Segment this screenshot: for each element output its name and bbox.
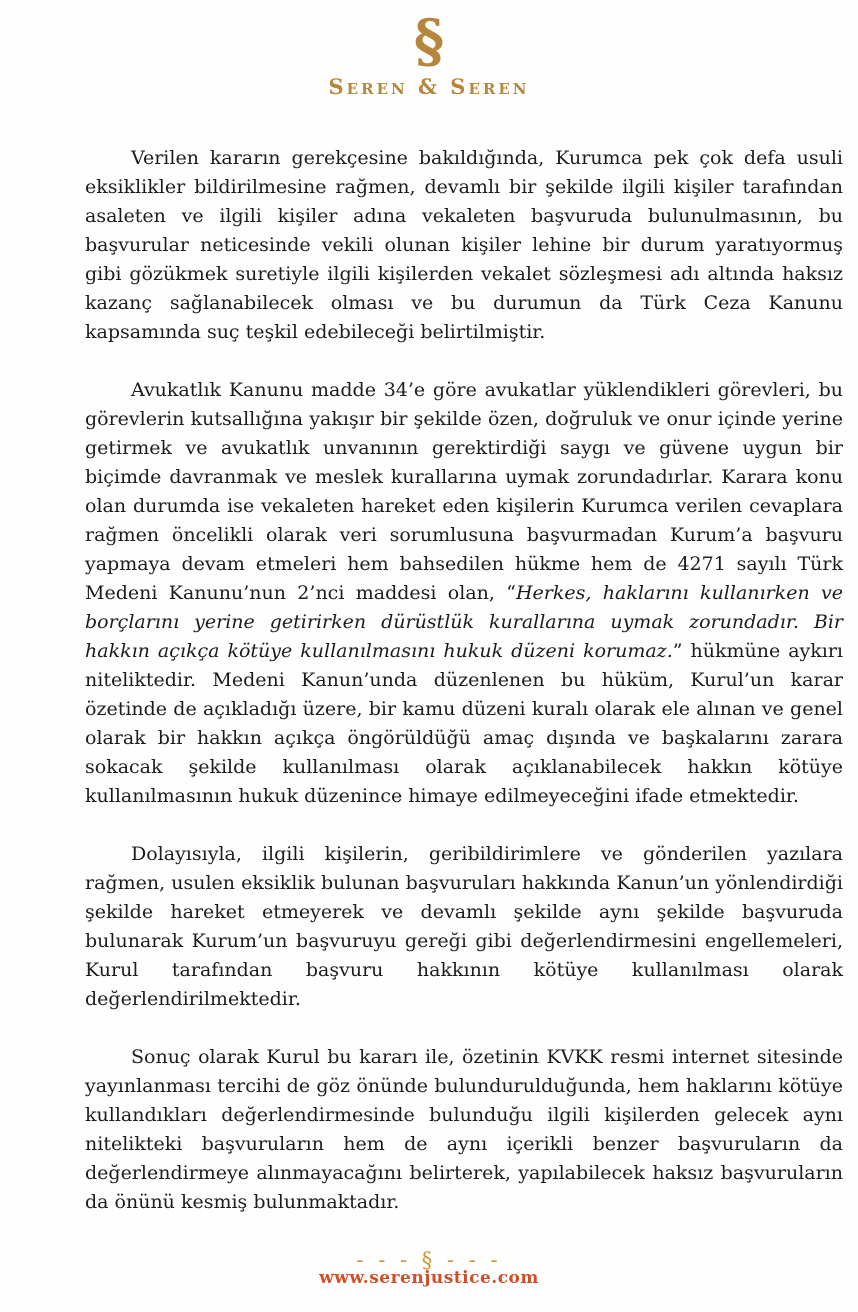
website-link[interactable]: www.serenjustice.com	[319, 1268, 539, 1288]
body-paragraph	[85, 1043, 843, 1217]
firm-logo	[0, 0, 858, 100]
body-paragraph	[85, 376, 843, 811]
text-segment: Sonuç olarak Kurul bu kararı ile, özetinin KVKK resmi internet sitesinde yayınlanması tercihi de göz önünde bulundurulduğunda, hem haklarını kötüye kullandıkları değerlendirmesinde bulunduğu ilgili kişilerden gelecek aynı nitelikteki başvuruların hem de aynı içerikli benzer başvuruların da değerlendirmeye alınmayacağını belirterek, yapılabilecek haksız başvuruların da önünü kesmiş bulunmaktadır.	[85, 1046, 843, 1213]
document-body	[85, 144, 843, 1217]
body-paragraph	[85, 144, 843, 347]
text-segment: ” hükmüne aykırı niteliktedir. Medeni Kanun’unda düzenlenen bu hüküm, Kurul’un karar özetinde de açıkladığı üzere, bir kamu düzeni kuralı olarak ele alınan ve genel olarak bir hakkın açıkça öngörüldüğü amaç dışında ve başkalarını zarara sokacak şekilde kullanılması olarak açıklanabilecek hakkın kötüye kullanılmasının hukuk düzenince himaye edilmeyeceğini ifade etmektedir.	[85, 640, 844, 807]
text-segment: Avukatlık Kanunu madde 34’e göre avukatlar yüklendikleri görevleri, bu görevlerin kutsallığına yakışır bir şekilde özen, doğruluk ve onur içinde yerine getirmek ve avukatlık unvanının gerektirdiği saygı ve güvene uygun bir biçimde davranmak ve meslek kurallarına uymak zorundadırlar. Karara konu olan durumda ise vekaleten hareket eden kişilerin Kurumca verilen cevaplara rağmen öncelikli olarak veri sorumlusuna başvurmadan Kurum’a başvuru yapmaya devam etmeleri hem bahsedilen hükme hem de 4271 sayılı Türk Medeni Kanunu’nun 2’nci maddesi olan, “	[85, 379, 843, 604]
text-segment: Verilen kararın gerekçesine bakıldığında, Kurumca pek çok defa usuli eksiklikler bildirilmesine rağmen, devamlı bir şekilde ilgili kişiler tarafından asaleten ve ilgili kişiler adına vekaleten başvuruda bulunulmasının, bu başvurular neticesinde vekili olunan kişiler lehine bir durum yaratıyormuş gibi gözükmek suretiyle ilgili kişilerden vekalet sözleşmesi adı altında haksız kazanç sağlanabilecek olması ve bu durumun da Türk Ceza Kanunu kapsamında suç teşkil edebileceği belirtilmiştir.	[85, 147, 843, 343]
text-segment: Dolayısıyla, ilgili kişilerin, geribildirimlere ve gönderilen yazılara rağmen, usulen eksiklik bulunan başvuruları hakkında Kanun’un yönlendirdiği şekilde hareket etmeyerek ve devamlı şekilde aynı şekilde başvuruda bulunarak Kurum’un başvuruyu gereği gibi değerlendirmesini engellemeleri, Kurul tarafından başvuru hakkının kötüye kullanılması olarak değerlendirilmektedir.	[85, 843, 843, 1010]
page-footer	[0, 1268, 858, 1288]
brand-name: Seren & Seren	[328, 74, 530, 99]
quoted-statute-text: Herkes, haklarını kullanırken ve borçlarını yerine getirirken dürüstlük kurallarına uymak zorundadır. Bir hakkın açıkça kötüye kullanılmasını hukuk düzeni korumaz.	[85, 582, 843, 662]
body-paragraph	[85, 840, 843, 1014]
section-sign-logo-icon: §	[413, 7, 445, 75]
section-separator: - - - § - - -	[356, 1248, 502, 1272]
